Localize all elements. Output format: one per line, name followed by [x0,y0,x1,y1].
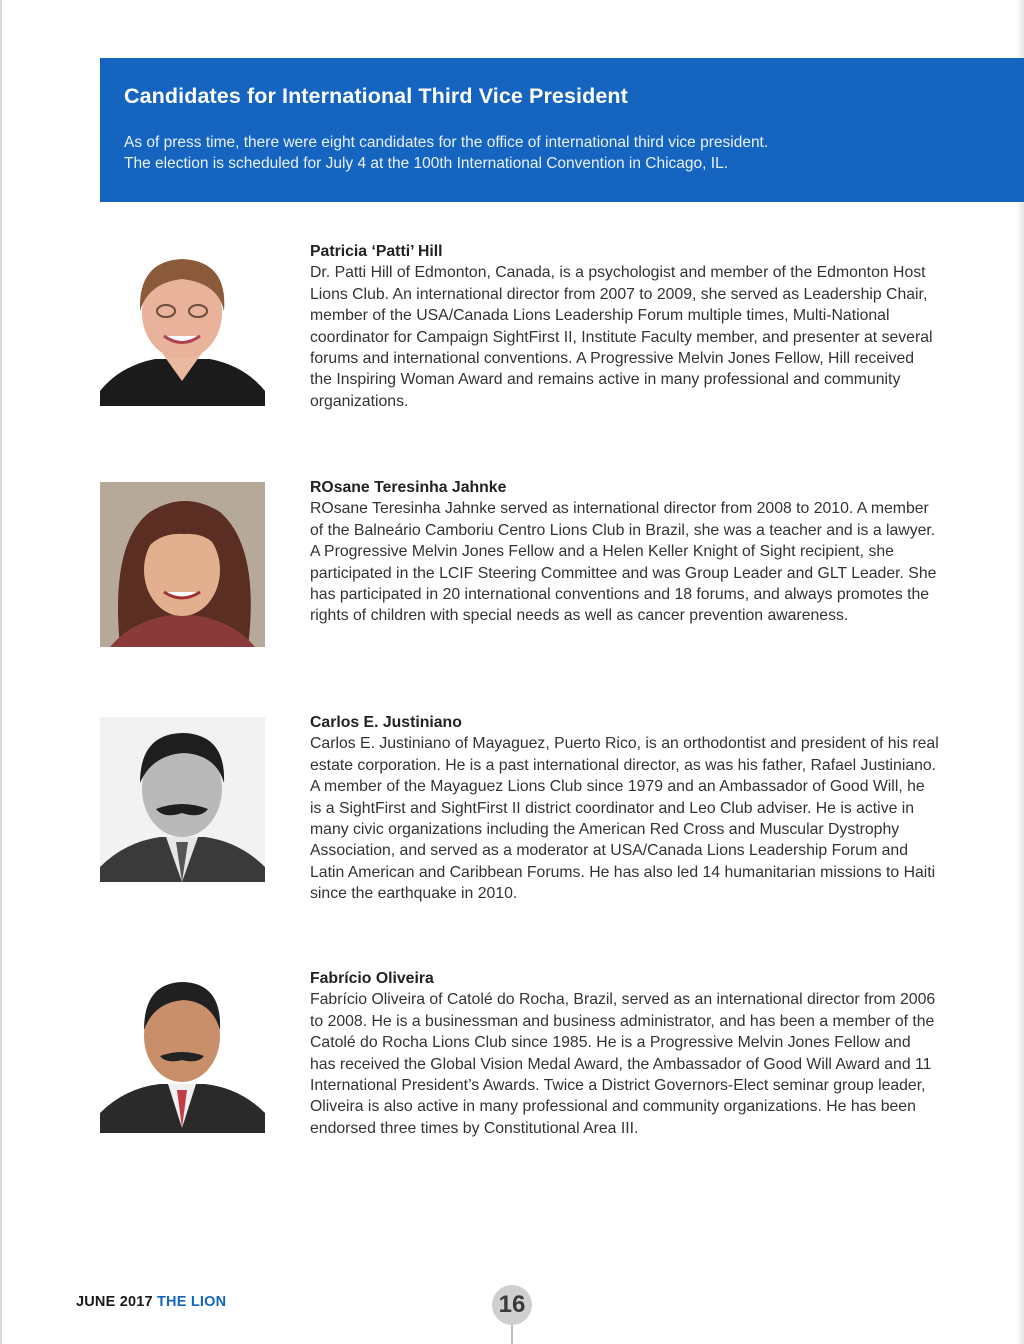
candidate-bio [310,241,940,412]
candidate-description: Fabrício Oliveira of Catolé do Rocha, Brazil, served as an international director from 2006 to 2008. He is a businessman and business administrator, and has been a member of the Catolé do Rocha Lions Club since 1985. He is a Progressive Melvin Jones Fellow and has received the Global Vision Medal Award, the Ambassador of Good Will Award and 11 International President’s Awards. Twice a District Governors-Elect seminar group leader, Oliveira is also active in many professional and community organizations. He has been endorsed three times by Constitutional Area III. [310,991,936,1137]
candidate-name: ROsane Teresinha Jahnke [310,479,507,496]
candidate-description: ROsane Teresinha Jahnke served as international director from 2008 to 2010. A member of the Balneário Camboriu Centro Lions Club in Brazil, she was a teacher and is a lawyer. A Progressive Melvin Jones Fellow and a Helen Keller Knight of Sight recipient, she participated in the LCIF Steering Committee and was Group Leader and GLT Leader. She has participated in 20 international conventions and 18 forums, and always promotes the rights of children with special needs as well as cancer prevention awareness. [310,500,937,625]
intro-line-2: The election is scheduled for July 4 at the 100th International Convention in Chicago, IL. [124,155,729,172]
page-edge [0,0,2,1344]
candidate-description: Dr. Patti Hill of Edmonton, Canada, is a psychologist and member of the Edmonton Host Lions Club. An international director from 2007 to 2009, she served as Leadership Chair, member of the USA/Canada Lions Leadership Forum multiple times, Multi-National coordinator for Campaign SightFirst II, Institute Faculty member, and presenter at several forums and international conventions. A Progressive Melvin Jones Fellow, Hill received the Inspiring Woman Award and remains active in many professional and community organizations. [310,264,933,410]
footer-magazine: THE LION [157,1294,227,1310]
intro-line-1: As of press time, there were eight candidates for the office of international third vice president. [124,134,769,151]
candidate-name: Patricia ‘Patti’ Hill [310,243,443,260]
footer-issue [76,1294,226,1310]
footer-date: JUNE 2017 [76,1294,153,1310]
candidate-photo [100,717,265,882]
header-banner [100,58,1024,202]
page-title: Candidates for International Third Vice President [124,84,628,108]
candidate-photo [100,482,265,647]
candidate-description: Carlos E. Justiniano of Mayaguez, Puerto Rico, is an orthodontist and president of his real estate corporation. He is a past international director, as was his father, Rafael Justiniano. A member of the Mayaguez Lions Club since 1979 and an Ambassador of Good Will, he is a SightFirst and SightFirst II district coordinator and Leo Club adviser. He is active in many civic organizations including the American Red Cross and Muscular Dystrophy Association, and served as a moderator at USA/Canada Lions Leadership Forum and Latin American and Caribbean Forums. He has also led 14 humanitarian missions to Haiti since the earthquake in 2010. [310,735,939,903]
intro-text [124,132,1000,174]
candidate-name: Carlos E. Justiniano [310,714,462,731]
page-number: 16 [492,1285,532,1325]
candidate-photo [100,241,265,406]
candidate-bio [310,968,940,1139]
candidate-photo [100,968,265,1133]
page-number-line [511,1325,513,1344]
candidate-name: Fabrício Oliveira [310,970,434,987]
candidate-bio [310,712,940,905]
candidate-bio [310,477,940,627]
page-number-badge [492,1285,532,1344]
